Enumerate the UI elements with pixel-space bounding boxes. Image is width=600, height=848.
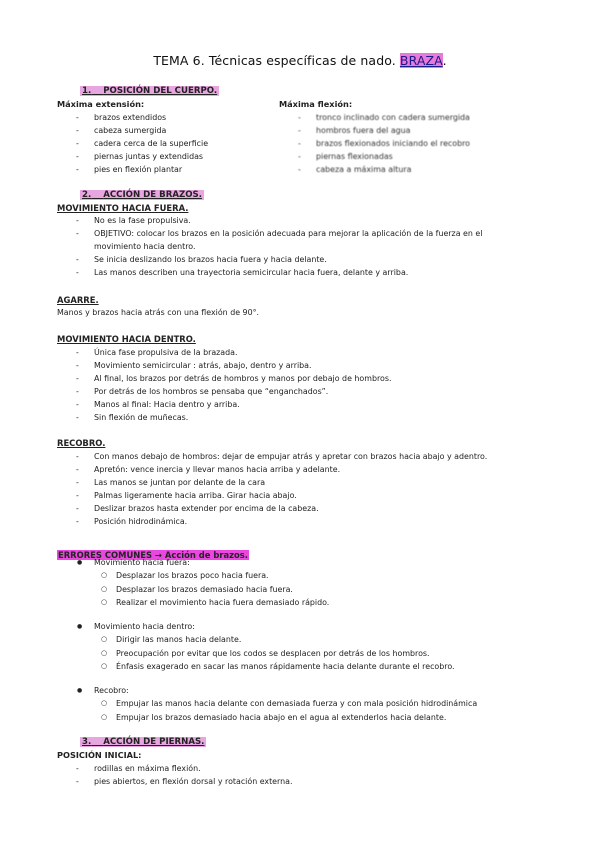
- title-highlight: BRAZA: [399, 53, 443, 68]
- max-flexion-list: [316, 111, 470, 176]
- list-item: ○ Empujar los brazos demasiado hacia abajo en el agua al extenderlos hacia delante.: [116, 711, 477, 725]
- list-item: ○ Énfasis exagerado en sacar las manos rápidamente hacia delante durante el recobro.: [116, 660, 455, 674]
- list-item: - OBJETIVO: colocar los brazos en la posición adecuada para mejorar la aplicación de la fuerza en el: [94, 227, 482, 240]
- agarre-text: Manos y brazos hacia atrás con una flexión de 90°.: [57, 308, 260, 317]
- list-item: - piernas flexionadas: [316, 150, 470, 163]
- posicion-inicial-header: POSICIÓN INICIAL:: [57, 750, 142, 760]
- max-extension-header: Máxima extensión:: [57, 99, 145, 109]
- list-item: - Por detrás de los hombros se pensaba que “enganchados”.: [94, 385, 391, 398]
- list-item: - cabeza a máxima altura: [316, 163, 470, 176]
- list-item: ○ Empujar las manos hacia delante con demasiada fuerza y con mala posición hidrodinámica: [116, 697, 477, 711]
- list-item-continuation: movimiento hacia dentro.: [94, 242, 196, 251]
- errores-group-3: [94, 684, 477, 724]
- list-item: - Al final, los brazos por detrás de hombros y manos por debajo de hombros.: [94, 372, 391, 385]
- list-item: - cadera cerca de la superficie: [94, 137, 208, 150]
- errores-comunes-header: ERRORES COMUNES → Acción de brazos.: [58, 550, 248, 560]
- errores-group-2: [94, 620, 455, 674]
- movimiento-hacia-fuera-list: [94, 214, 482, 279]
- list-item: - tronco inclinado con cadera sumergida: [316, 111, 470, 124]
- page-title: TEMA 6. Técnicas específicas de nado. BRAZA.: [153, 53, 447, 68]
- list-item: - Manos al final: Hacia dentro y arriba.: [94, 398, 391, 411]
- list-item: - pies abiertos, en flexión dorsal y rotación externa.: [94, 775, 293, 788]
- errores-group-label: ● Movimiento hacia dentro:: [94, 620, 455, 633]
- list-item: - pies en flexión plantar: [94, 163, 208, 176]
- list-item: - Con manos debajo de hombros: dejar de empujar atrás y apretar con brazos hacia abajo y adentro.: [94, 450, 487, 463]
- list-item: - rodillas en máxima flexión.: [94, 762, 293, 775]
- list-item: - Las manos describen una trayectoria semicircular hacia fuera, delante y arriba.: [94, 266, 482, 279]
- section-heading-3: 3. ACCIÓN DE PIERNAS.: [82, 737, 205, 747]
- list-item: - Sin flexión de muñecas.: [94, 411, 391, 424]
- section-heading-1: 1. POSICIÓN DEL CUERPO.: [82, 86, 218, 96]
- errores-group-label: ● Recobro:: [94, 684, 477, 697]
- list-item: - Se inicia deslizando los brazos hacia fuera y hacia delante.: [94, 253, 482, 266]
- posicion-inicial-list: [94, 762, 293, 788]
- list-item: - Palmas ligeramente hacia arriba. Girar hacia abajo.: [94, 489, 487, 502]
- movimiento-hacia-fuera-header: MOVIMIENTO HACIA FUERA.: [57, 203, 189, 213]
- list-item: - Las manos se juntan por delante de la cara: [94, 476, 487, 489]
- list-item: ○ Dirigir las manos hacia delante.: [116, 633, 455, 647]
- list-item: - Movimiento semicircular : atrás, abajo, dentro y arriba.: [94, 359, 391, 372]
- list-item: - Deslizar brazos hasta extender por encima de la cabeza.: [94, 502, 487, 515]
- movimiento-hacia-dentro-header: MOVIMIENTO HACIA DENTRO.: [57, 334, 196, 344]
- list-item: - brazos extendidos: [94, 111, 208, 124]
- section-heading-2: 2. ACCIÓN DE BRAZOS.: [82, 190, 202, 200]
- list-item: - Única fase propulsiva de la brazada.: [94, 346, 391, 359]
- errores-group-label: ● Movimiento hacia fuera:: [94, 556, 329, 569]
- list-item: ○ Desplazar los brazos poco hacia fuera.: [116, 569, 329, 583]
- list-item: ○ Realizar el movimiento hacia fuera demasiado rápido.: [116, 596, 329, 610]
- list-item: - No es la fase propulsiva.: [94, 214, 482, 227]
- max-extension-list: [94, 111, 208, 176]
- list-item: - Posición hidrodinámica.: [94, 515, 487, 528]
- list-item: - brazos flexionados iniciando el recobro: [316, 137, 470, 150]
- list-item: - hombros fuera del agua: [316, 124, 470, 137]
- movimiento-hacia-dentro-list: [94, 346, 391, 424]
- errores-group-1: [94, 556, 329, 610]
- max-flexion-header: Máxima flexión:: [279, 99, 353, 109]
- recobro-header: RECOBRO.: [57, 438, 106, 448]
- recobro-list: [94, 450, 487, 528]
- list-item: ○ Preocupación por evitar que los codos se desplacen por detrás de los hombros.: [116, 647, 455, 661]
- list-item: - cabeza sumergida: [94, 124, 208, 137]
- list-item: - piernas juntas y extendidas: [94, 150, 208, 163]
- agarre-header: AGARRE.: [57, 295, 99, 305]
- list-item: ○ Desplazar los brazos demasiado hacia fuera.: [116, 583, 329, 597]
- list-item: - Apretón: vence inercia y llevar manos hacia arriba y adelante.: [94, 463, 487, 476]
